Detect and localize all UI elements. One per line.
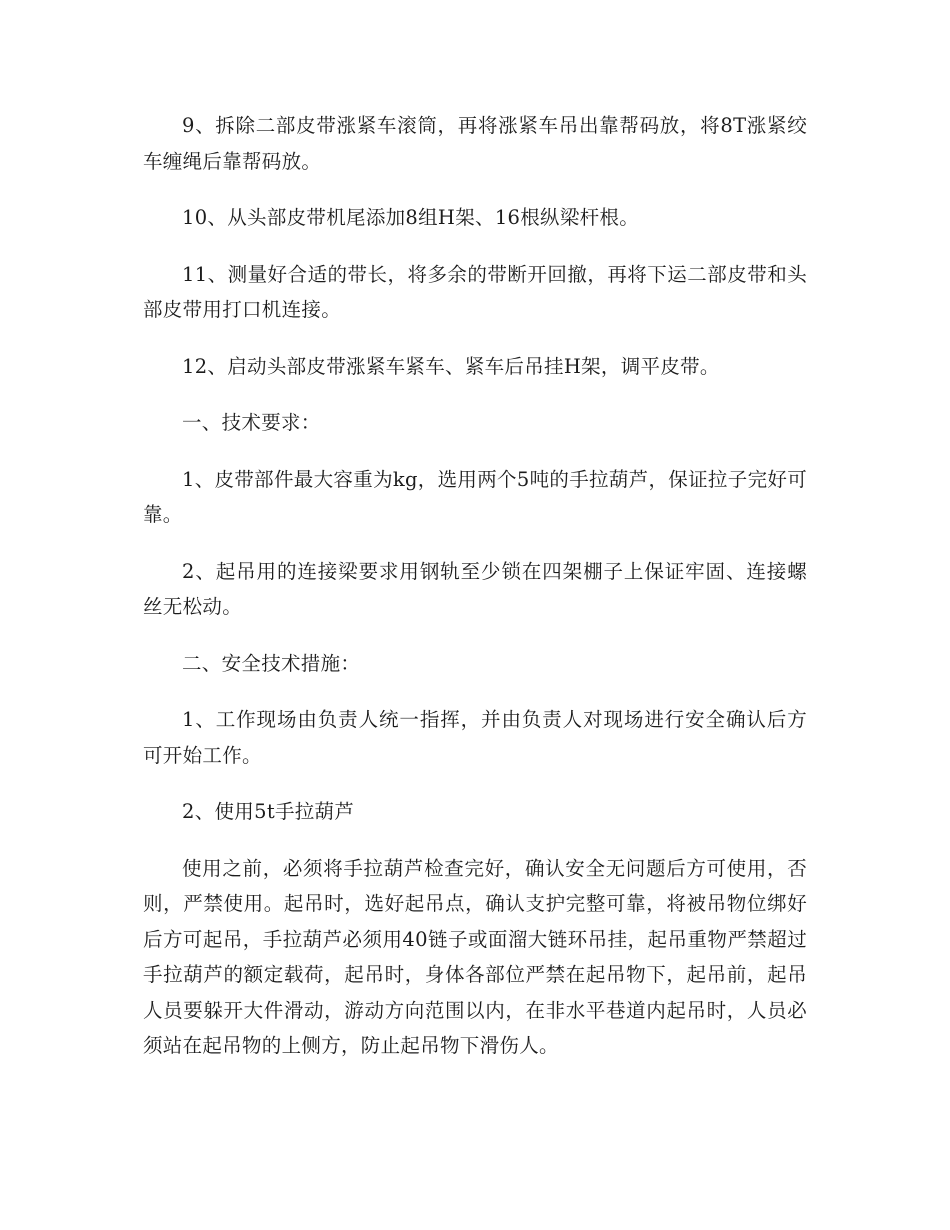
paragraph-safety-2: 2、使用5t手拉葫芦 xyxy=(182,800,355,823)
paragraph-tech-req-1: 1、皮带部件最大容重为kg，选用两个5吨的手拉葫芦，保证拉子完好可靠。 xyxy=(143,467,807,526)
paragraph-step-12: 12、启动头部皮带涨紧车紧车、紧车后吊挂H架，调平皮带。 xyxy=(182,354,720,378)
section-heading-technical-requirements: 一、技术要求： xyxy=(182,411,321,434)
paragraph-step-11: 11、测量好合适的带长，将多余的带断开回撤，再将下运二部皮带和头部皮带用打口机连接。 xyxy=(143,262,807,321)
paragraph-step-10: 10、从头部皮带机尾添加8组H架、16根纵梁杆根。 xyxy=(182,206,640,229)
paragraph-step-9: 9、拆除二部皮带涨紧车滚筒，再将涨紧车吊出靠帮码放，将8T涨紧绞车缠绳后靠帮码放。 xyxy=(143,114,807,173)
paragraph-hoist-usage: 使用之前，必须将手拉葫芦检查完好，确认安全无问题后方可使用，否则，严禁使用。起吊时，选好起吊点，确认支护完整可靠，将被吊物位绑好后方可起吊，手拉葫芦必须用40链子或面溜大链环吊挂，起吊重物严禁超过手拉葫芦的额定载荷，起吊时，身体各部位严禁在起吊物下，起吊前，起吊人员要躲开大件滑动，游动方向范围以内，在非水平巷道内起吊时，人员必须站在起吊物的上侧方，防止起吊物下滑伤人。 xyxy=(143,856,807,1057)
document-page xyxy=(143,108,807,1064)
section-heading-safety-measures: 二、安全技术措施： xyxy=(182,651,361,675)
paragraph-safety-1: 1、工作现场由负责人统一指挥，并由负责人对现场进行安全确认后方可开始工作。 xyxy=(143,708,807,767)
paragraph-tech-req-2: 2、起吊用的连接梁要求用钢轨至少锁在四架棚子上保证牢固、连接螺丝无松动。 xyxy=(143,559,807,618)
